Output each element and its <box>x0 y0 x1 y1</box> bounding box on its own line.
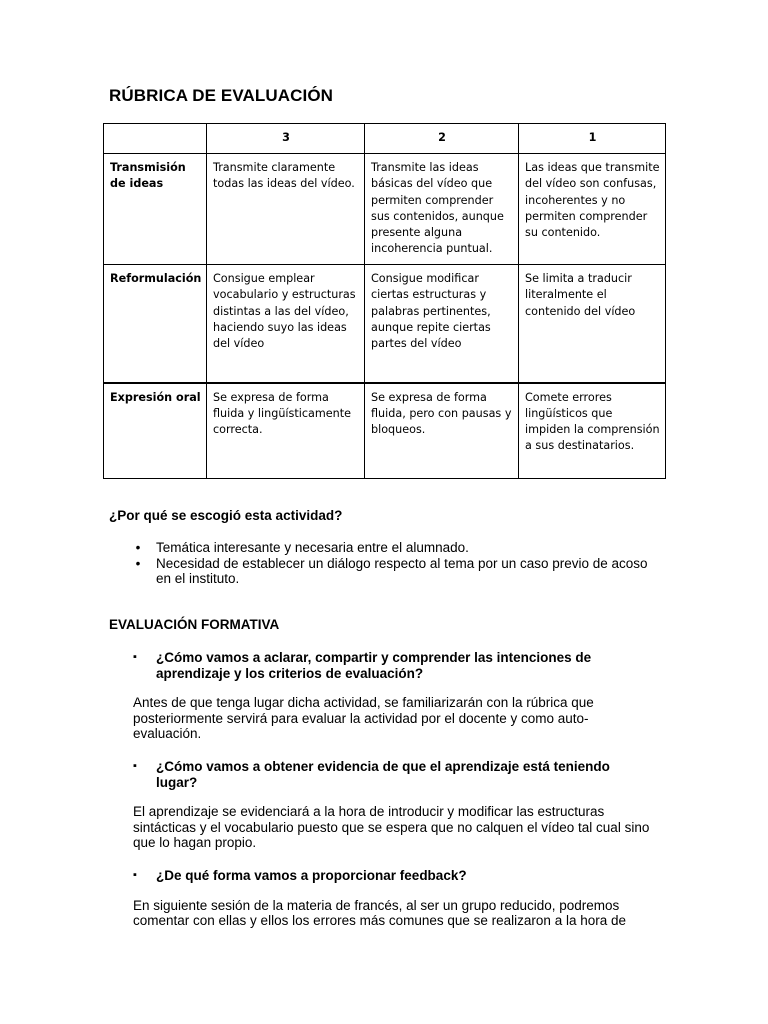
criterion-cell: Transmisión de ideas <box>104 154 207 265</box>
table-cell: Consigue modificar ciertas estructuras y palabras pertinentes, aunque repite ciertas partes del vídeo <box>365 265 519 383</box>
why-heading: ¿Por qué se escogió esta actividad? <box>109 508 343 523</box>
table-cell: Consigue emplear vocabulario y estructuras distintas a las del vídeo, haciendo suyo las ideas del vídeo <box>207 265 365 383</box>
header-cell-score-1: 1 <box>519 124 666 154</box>
table-cell: Se limita a traducir literalmente el contenido del vídeo <box>519 265 666 383</box>
table-cell: Se expresa de forma fluida, pero con pausas y bloqueos. <box>365 383 519 479</box>
square-bullet-icon: ▪ <box>133 869 137 881</box>
bullet-dot-icon: • <box>135 540 141 555</box>
formative-question: ▪ ¿De qué forma vamos a proporcionar feedback? <box>133 868 467 883</box>
table-cell: Las ideas que transmite del vídeo son confusas, incoherentes y no permiten comprender su contenido. <box>519 154 666 265</box>
header-cell-score-3: 3 <box>207 124 365 154</box>
table-cell: Comete errores lingüísticos que impiden la comprensión a sus destinatarios. <box>519 383 666 479</box>
table-header-row <box>104 124 666 154</box>
formative-question: ▪ ¿Cómo vamos a aclarar, compartir y comprender las intenciones de aprendizaje y los criterios de evaluación? <box>133 650 592 681</box>
square-bullet-icon: ▪ <box>133 651 137 663</box>
formative-item <box>133 868 653 929</box>
formative-answer: Antes de que tenga lugar dicha actividad, se familiarizarán con la rúbrica que posteriormente servirá para evaluar la actividad por el docente y como auto-evaluación. <box>133 695 594 741</box>
bullet-dot-icon: • <box>135 555 141 571</box>
list-item: • Necesidad de establecer un diálogo respecto al tema por un caso previo de acoso en el instituto. <box>133 556 653 587</box>
formative-item <box>133 650 653 742</box>
table-row <box>104 383 666 479</box>
criterion-cell: Reformulación <box>104 265 207 383</box>
page-title: RÚBRICA DE EVALUACIÓN <box>109 86 334 105</box>
why-bullet-list <box>133 540 653 587</box>
header-cell-score-2: 2 <box>365 124 519 154</box>
formative-heading: EVALUACIÓN FORMATIVA <box>109 617 280 632</box>
rubric-table <box>103 123 666 479</box>
table-cell: Transmite las ideas básicas del vídeo que permiten comprender sus contenidos, aunque presente alguna incoherencia puntual. <box>365 154 519 265</box>
list-item: • Temática interesante y necesaria entre el alumnado. <box>133 540 653 556</box>
formative-answer: En siguiente sesión de la materia de francés, al ser un grupo reducido, podremos comentar con ellas y ellos los errores más comunes que se realizaron a la hora de <box>133 897 626 928</box>
table-cell: Transmite claramente todas las ideas del vídeo. <box>207 154 365 265</box>
square-bullet-icon: ▪ <box>133 760 137 772</box>
table-row <box>104 154 666 265</box>
header-cell-empty <box>104 124 207 154</box>
table-row <box>104 265 666 383</box>
criterion-cell: Expresión oral <box>104 383 207 479</box>
formative-item <box>133 759 653 851</box>
formative-answer: El aprendizaje se evidenciará a la hora de introducir y modificar las estructuras sintácticas y el vocabulario puesto que se espera que no calquen el vídeo tal cual sino que lo hagan propio. <box>133 804 650 850</box>
table-cell: Se expresa de forma fluida y lingüísticamente correcta. <box>207 383 365 479</box>
formative-question: ▪ ¿Cómo vamos a obtener evidencia de que el aprendizaje está teniendo lugar? <box>133 759 610 790</box>
